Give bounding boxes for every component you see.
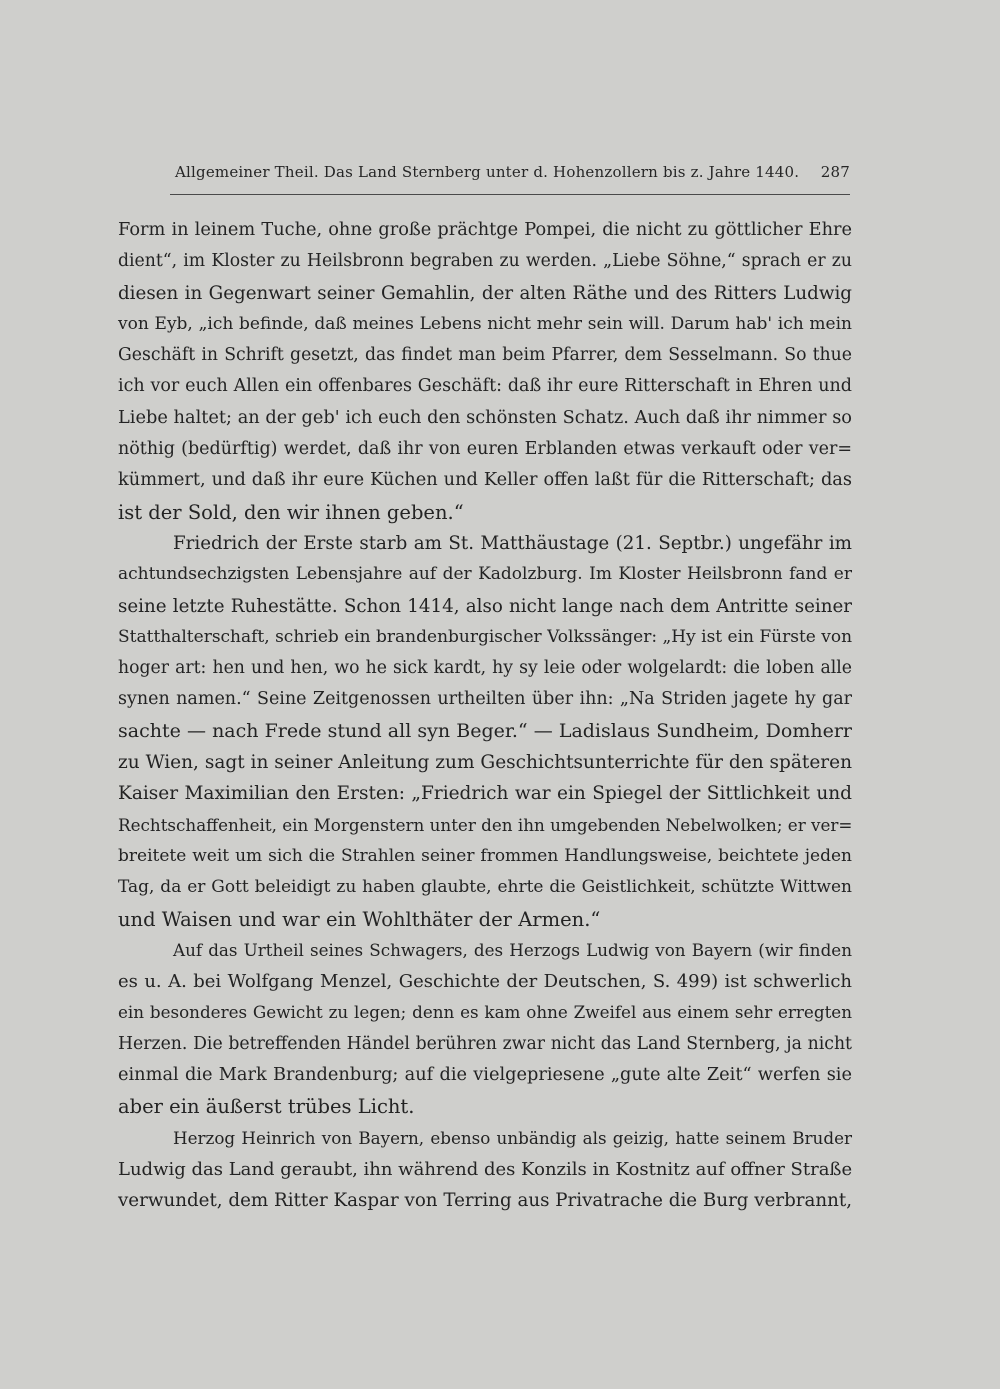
text-line: sachte — nach Frede stund all syn Beger.“ — Ladislaus Sundheim, Domherr bbox=[118, 719, 852, 742]
text-line: Statthalterschaft, schrieb ein brandenburgischer Volkssänger: „Hy ist ein Fürste von bbox=[118, 626, 853, 647]
text-line: Liebe haltet; an der geb' ich euch den schönsten Schatz. Auch daß ihr nimmer so bbox=[118, 407, 852, 428]
running-head-title: Allgemeiner Theil. Das Land Sternberg unter d. Hohenzollern bis z. Jahre 1440. bbox=[175, 163, 800, 181]
text-line: diesen in Gegenwart seiner Gemahlin, der alten Räthe und des Ritters Ludwig bbox=[118, 282, 852, 304]
text-line: aber ein äußerst trübes Licht. bbox=[118, 1095, 415, 1119]
text-line: dient“, im Kloster zu Heilsbronn begraben zu werden. „Liebe Söhne,“ sprach er zu bbox=[118, 251, 852, 272]
running-head bbox=[175, 163, 850, 193]
text-line: verwundet, dem Ritter Kaspar von Terring aus Privatrache die Burg verbrannt, bbox=[118, 1190, 853, 1212]
text-line: von Eyb, „ich befinde, daß meines Lebens nicht mehr sein will. Darum hab' ich mein bbox=[118, 313, 852, 334]
text-line: Form in leinem Tuche, ohne große prächtge Pompei, die nicht zu göttlicher Ehre bbox=[118, 220, 852, 240]
text-line: und Waisen und war ein Wohlthäter der Armen.“ bbox=[118, 907, 601, 931]
body-text bbox=[118, 215, 852, 1217]
text-line: breitete weit um sich die Strahlen seiner frommen Handlungsweise, beichtete jeden bbox=[118, 845, 852, 866]
text-line: Tag, da er Gott beleidigt zu haben glaubte, ehrte die Geistlichkeit, schützte Wittwen bbox=[118, 877, 852, 898]
text-line: achtundsechzigsten Lebensjahre auf der Kadolzburg. Im Kloster Heilsbronn fand er bbox=[118, 564, 852, 585]
header-rule bbox=[170, 194, 850, 195]
text-line: einmal die Mark Brandenburg; auf die vielgepriesene „gute alte Zeit“ werfen sie bbox=[118, 1065, 852, 1086]
text-line: Friedrich der Erste starb am St. Matthäustage (21. Septbr.) ungefähr im bbox=[173, 532, 852, 554]
text-line: Kaiser Maximilian den Ersten: „Friedrich war ein Spiegel der Sittlichkeit und bbox=[118, 783, 852, 805]
text-line: Geschäft in Schrift gesetzt, das findet man beim Pfarrer, dem Sesselmann. So thue bbox=[118, 345, 852, 366]
text-line: kümmert, und daß ihr eure Küchen und Keller offen laßt für die Ritterschaft; das bbox=[118, 470, 852, 491]
text-line: ich vor euch Allen ein offenbares Geschäft: daß ihr eure Ritterschaft in Ehren und bbox=[118, 376, 852, 397]
page-number: 287 bbox=[820, 163, 850, 181]
text-line: nöthig (bedürftig) werdet, daß ihr von euren Erblanden etwas verkauft oder ver= bbox=[118, 439, 852, 460]
text-line: es u. A. bei Wolfgang Menzel, Geschichte der Deutschen, S. 499) ist schwerlich bbox=[118, 971, 852, 993]
text-line: Herzen. Die betreffenden Händel berühren zwar nicht das Land Sternberg, ja nicht bbox=[118, 1033, 852, 1054]
text-line: Herzog Heinrich von Bayern, ebenso unbändig als geizig, hatte seinem Bruder bbox=[173, 1127, 852, 1148]
text-line: zu Wien, sagt in seiner Anleitung zum Geschichtsunterrichte für den späteren bbox=[118, 752, 852, 774]
text-line: seine letzte Ruhestätte. Schon 1414, also nicht lange nach dem Antritte seiner bbox=[118, 595, 852, 617]
text-line: Rechtschaffenheit, ein Morgenstern unter den ihn umgebenden Nebelwolken; er ver= bbox=[118, 814, 853, 835]
text-line: Auf das Urtheil seines Schwagers, des Herzogs Ludwig von Bayern (wir finden bbox=[173, 939, 852, 960]
text-line: synen namen.“ Seine Zeitgenossen urtheilten über ihn: „Na Striden jagete hy gar bbox=[118, 689, 852, 710]
text-line: hoger art: hen und hen, wo he sick kardt, hy sy leie oder wolgelardt: die loben alle bbox=[118, 658, 852, 679]
text-line: ein besonderes Gewicht zu legen; denn es kam ohne Zweifel aus einem sehr erregten bbox=[118, 1002, 852, 1023]
text-line: Ludwig das Land geraubt, ihn während des Konzils in Kostnitz auf offner Straße bbox=[118, 1158, 853, 1180]
text-line: ist der Sold, den wir ihnen geben.“ bbox=[118, 500, 464, 524]
